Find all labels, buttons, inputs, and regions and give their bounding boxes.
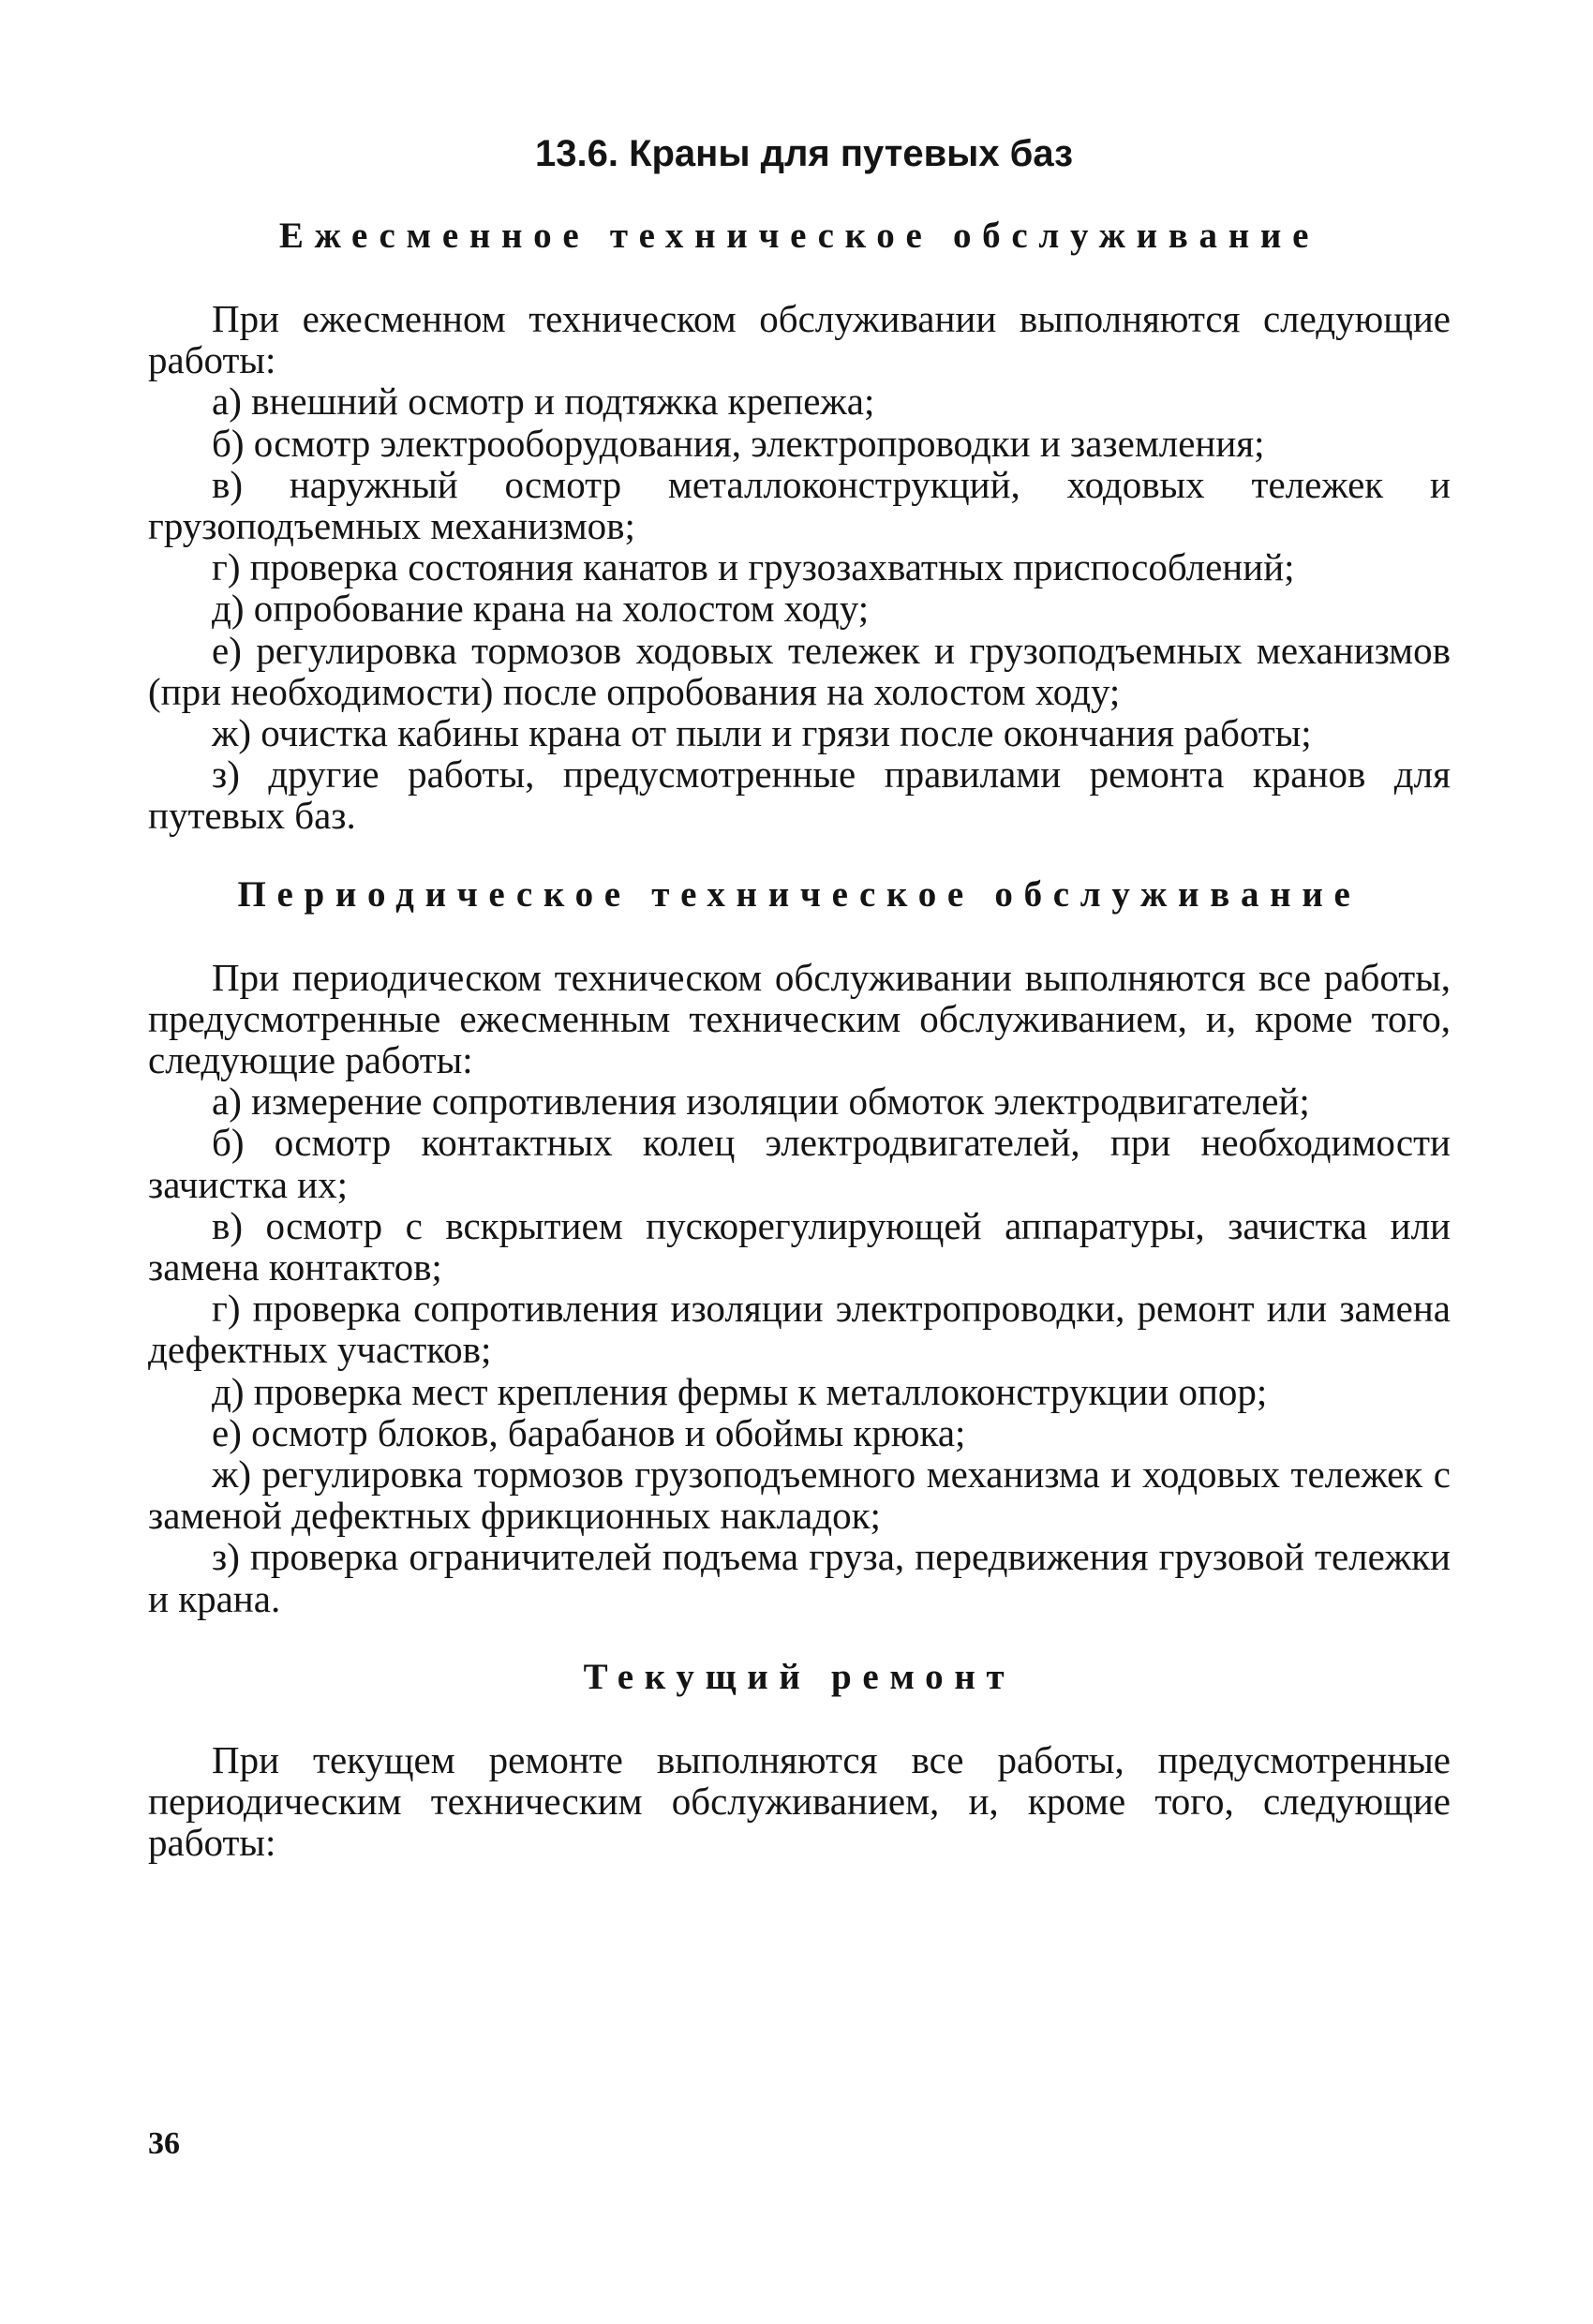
list-item: з) другие работы, предусмотренные правилами ремонта кранов для путевых баз. — [148, 752, 1451, 838]
section-intro-periodic: При периодическом техническом обслуживании выполняются все работы, предусмотренные ежесменным техническим обслуживанием, и, кроме того, следующие работы: — [148, 955, 1451, 1082]
list-item: з) проверка ограничителей подъема груза, передвижения грузовой тележки и крана. — [148, 1535, 1451, 1620]
list-item: д) опробование крана на холостом ходу; — [212, 587, 870, 631]
list-item: б) осмотр контактных колец электродвигателей, при необходимости зачистка их; — [148, 1121, 1451, 1206]
list-item: е) осмотр блоков, барабанов и обоймы крюка; — [212, 1410, 966, 1454]
section-periodic-maintenance — [148, 872, 1451, 1619]
section-intro-daily: При ежесменном техническом обслуживании выполняются следующие работы: — [148, 297, 1451, 382]
list-item: ж) очистка кабины крана от пыли и грязи после окончания работы; — [212, 711, 1312, 755]
list-item: а) внешний осмотр и подтяжка крепежа; — [212, 380, 875, 424]
list-item: г) проверка состояния канатов и грузозахватных приспособлений; — [212, 545, 1295, 589]
section-current-repair — [148, 1655, 1451, 1864]
list-item: ж) регулировка тормозов грузоподъемного механизма и ходовых тележек с заменой дефектных фрикционных накладок; — [148, 1452, 1451, 1538]
page-body — [148, 131, 1451, 1864]
list-item: в) наружный осмотр металлоконструкций, ходовых тележек и грузоподъемных механизмов; — [148, 462, 1451, 548]
section-heading-daily: Ежесменное техническое обслуживание — [278, 216, 1320, 256]
list-item: г) проверка сопротивления изоляции электропроводки, ремонт или замена дефектных участков; — [148, 1287, 1451, 1372]
list-item: б) осмотр электрооборудования, электропроводки и заземления; — [212, 421, 1265, 465]
section-intro-current-repair: При текущем ремонте выполняются все работы, предусмотренные периодическим техническим обслуживанием, и, кроме того, следующие работы: — [148, 1737, 1451, 1865]
page-title: 13.6. Краны для путевых баз — [534, 133, 1074, 174]
section-daily-maintenance — [148, 214, 1451, 837]
page-number: 36 — [148, 2126, 180, 2161]
list-item: д) проверка мест крепления фермы к металлоконструкции опор; — [212, 1369, 1268, 1413]
list-item: а) измерение сопротивления изоляции обмоток электродвигателей; — [212, 1080, 1310, 1124]
section-heading-periodic: Периодическое техническое обслуживание — [237, 873, 1362, 915]
list-item: е) регулировка тормозов ходовых тележек и грузоподъемных механизмов (при необходимости) после опробования на холостом ходу; — [148, 628, 1451, 713]
section-heading-current-repair: Текущий ремонт — [583, 1656, 1016, 1697]
list-item: в) осмотр с вскрытием пускорегулирующей аппаратуры, зачистка или замена контактов; — [148, 1203, 1451, 1289]
